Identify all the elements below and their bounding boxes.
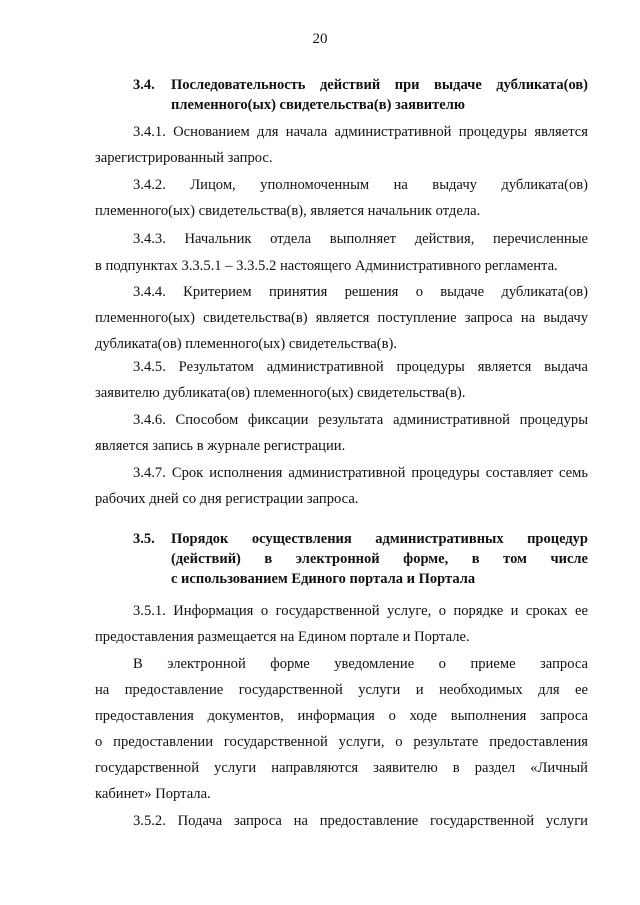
paragraph-line: 3.4.1. Основанием для начала административной процедуры является — [133, 124, 588, 140]
paragraph-line: 3.4.4. Критерием принятия решения о выдаче дубликата(ов) — [133, 284, 588, 300]
paragraph-line: В электронной форме уведомление о приеме запроса — [133, 656, 588, 672]
section-heading-3-4 — [133, 75, 588, 115]
section-number: 3.4. — [133, 77, 155, 93]
paragraph-line: является запись в журнале регистрации. — [95, 438, 346, 454]
heading-line: (действий) в электронной форме, в том числе — [171, 551, 588, 567]
paragraph-line: предоставления документов, информация о ходе выполнения запроса — [95, 708, 588, 724]
paragraph-line: на предоставление государственной услуги и необходимых для ее — [95, 682, 588, 698]
paragraph-line: дубликата(ов) племенного(ых) свидетельства(в). — [95, 336, 397, 352]
paragraph-line: рабочих дней со дня регистрации запроса. — [95, 491, 359, 507]
paragraph-line: 3.4.3. Начальник отдела выполняет действия, перечисленные — [133, 231, 588, 247]
paragraph-line: государственной услуги направляются заявителю в раздел «Личный — [95, 760, 588, 776]
paragraph-line: заявителю дубликата(ов) племенного(ых) свидетельства(в). — [95, 385, 466, 401]
paragraph-line: племенного(ых) свидетельства(в), является начальник отдела. — [95, 203, 481, 219]
paragraph-line: кабинет» Портала. — [95, 786, 211, 802]
paragraph-line: в подпунктах 3.3.5.1 – 3.3.5.2 настоящего Административного регламента. — [95, 258, 558, 274]
section-number: 3.5. — [133, 531, 155, 547]
paragraph-line: о предоставлении государственной услуги, о результате предоставления — [95, 734, 588, 750]
paragraph-line: 3.5.2. Подача запроса на предоставление государственной услуги — [133, 813, 588, 829]
paragraph-line: 3.4.6. Способом фиксации результата административной процедуры — [133, 412, 588, 428]
paragraph-line: предоставления размещается на Едином портале и Портале. — [95, 629, 470, 645]
page-number: 20 — [312, 31, 328, 47]
paragraph-line: 3.4.5. Результатом административной процедуры является выдача — [133, 359, 588, 375]
paragraph-line: 3.4.2. Лицом, уполномоченным на выдачу дубликата(ов) — [133, 177, 588, 193]
paragraph-line: племенного(ых) свидетельства(в) является поступление запроса на выдачу — [95, 310, 588, 326]
heading-line: с использованием Единого портала и Портала — [171, 571, 476, 587]
paragraph-line: 3.5.1. Информация о государственной услуге, о порядке и сроках ее — [133, 603, 588, 619]
section-heading-3-5 — [133, 529, 588, 589]
heading-line: Последовательность действий при выдаче дубликата(ов) — [171, 77, 588, 93]
heading-line: Порядок осуществления административных процедур — [171, 531, 588, 547]
paragraph-line: зарегистрированный запрос. — [95, 150, 273, 166]
paragraph-line: 3.4.7. Срок исполнения административной процедуры составляет семь — [133, 465, 588, 481]
heading-line: племенного(ых) свидетельства(в) заявителю — [171, 97, 465, 113]
